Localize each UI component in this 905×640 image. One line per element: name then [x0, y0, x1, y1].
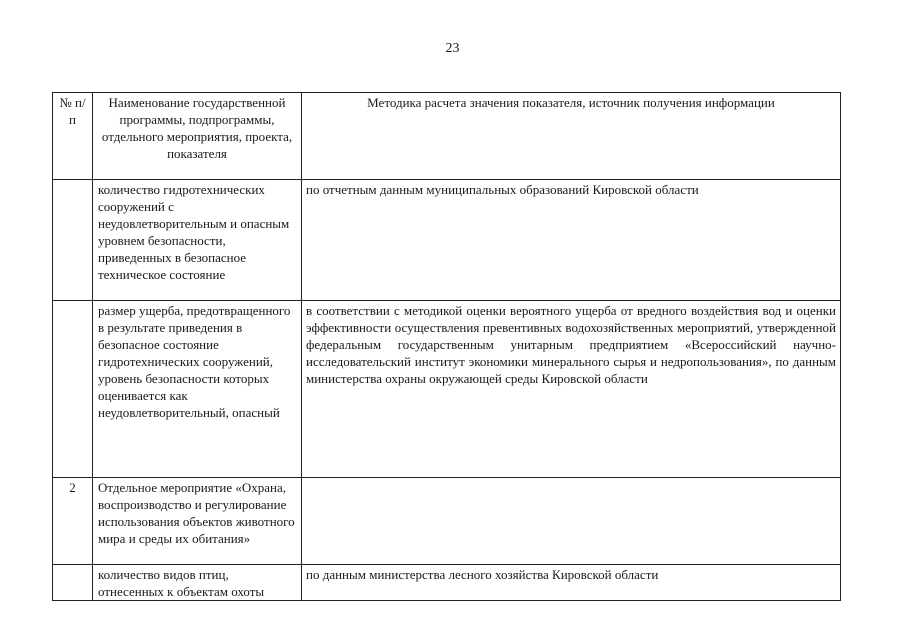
row-number — [53, 301, 93, 478]
table-header-row — [53, 93, 841, 180]
table-row — [53, 565, 841, 601]
row-name: количество видов птиц, отнесенных к объектам охоты — [93, 565, 302, 601]
row-name: Отдельное мероприятие «Охрана, воспроизводство и регулирование использования объектов животного мира и среды их обитания» — [93, 478, 302, 565]
table-row — [53, 301, 841, 478]
header-method: Методика расчета значения показателя, источник получения информации — [302, 93, 841, 180]
table-row — [53, 478, 841, 565]
row-method: по отчетным данным муниципальных образований Кировской области — [302, 180, 841, 301]
row-name: количество гидротехнических сооружений с неудовлетворительным и опасным уровнем безопасности, приведенных в безопасное техническое состояние — [93, 180, 302, 301]
row-number — [53, 180, 93, 301]
row-number — [53, 565, 93, 601]
row-name: размер ущерба, предотвращенного в результате приведения в безопасное состояние гидротехнических сооружений, уровень безопасности которых оценивается как неудовлетворительный, опасный — [93, 301, 302, 478]
table-row — [53, 180, 841, 301]
indicator-table — [52, 92, 841, 601]
row-method: по данным министерства лесного хозяйства Кировской области — [302, 565, 841, 601]
header-number: № п/п — [53, 93, 93, 180]
header-name: Наименование государственной программы, подпрограммы, отдельного мероприятия, проекта, показателя — [93, 93, 302, 180]
page-number: 23 — [445, 41, 460, 56]
row-method — [302, 478, 841, 565]
row-number: 2 — [53, 478, 93, 565]
row-method: в соответствии с методикой оценки вероятного ущерба от вредного воздействия вод и оценки эффективности осуществления превентивных водохозяйственных мероприятий, утвержденной федеральным государственным унитарным предприятием «Всероссийский научно-исследовательский институт экономики минерального сырья и недропользования», по данным министерства охраны окружающей среды Кировской области — [302, 301, 841, 478]
